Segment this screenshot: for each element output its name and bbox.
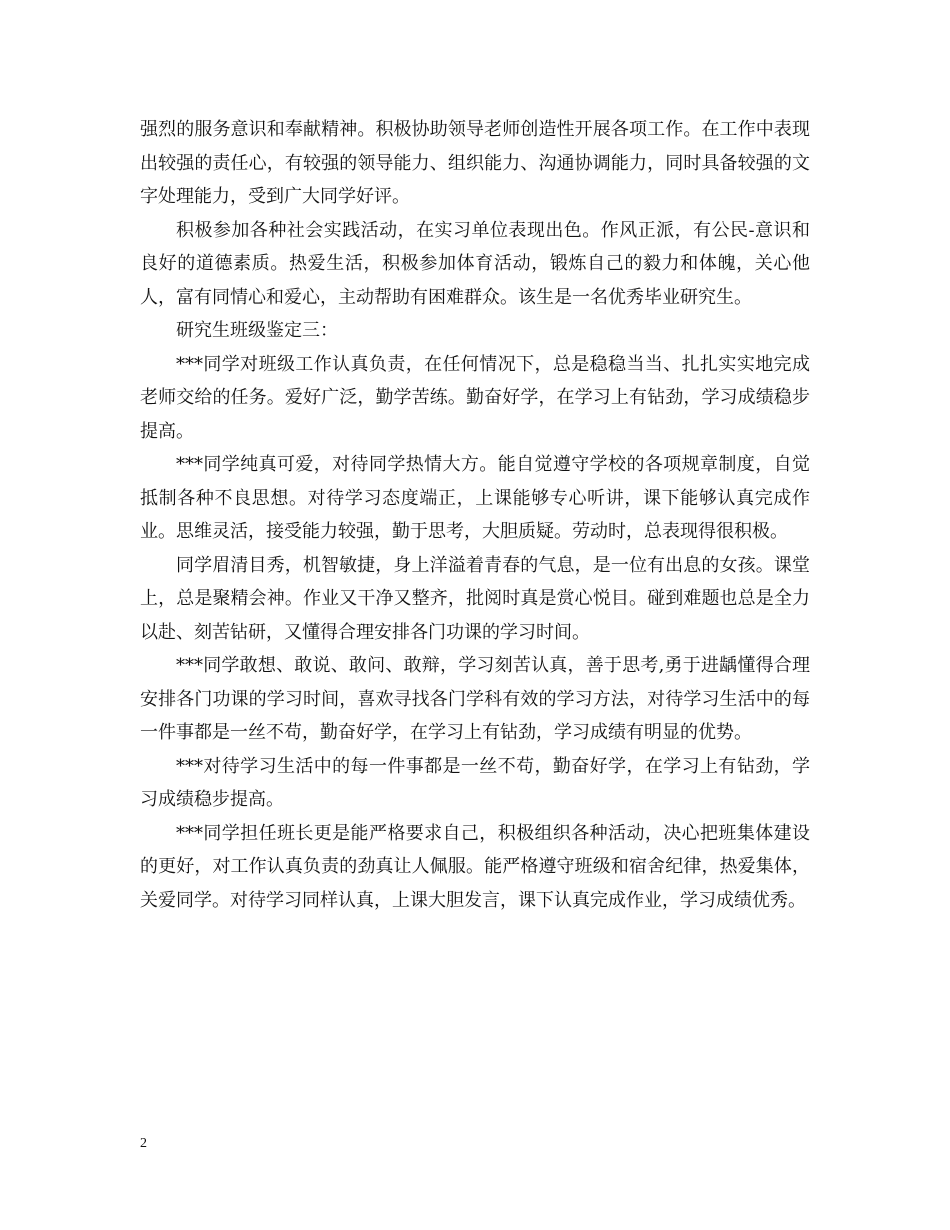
paragraph-7: ***同学敢想、敢说、敢问、敢辩，学习刻苦认真，善于思考,勇于进龋懂得合理安排各门功课的学习时间，喜欢寻找各门学科有效的学习方法，对待学习生活中的每一件事都是一丝不苟，勤奋好学，在学习上有钻劲，学习成绩有明显的优势。 xyxy=(140,655,810,743)
paragraph-2: 积极参加各种社会实践活动，在实习单位表现出色。作风正派，有公民-意识和良好的道德素质。热爱生活，积极参加体育活动，锻炼自己的毅力和体魄，关心他人，富有同情心和爱心，主动帮助有困难群众。该生是一名优秀毕业研究生。 xyxy=(140,219,810,308)
paragraph-6: 同学眉清目秀，机智敏捷，身上洋溢着青春的气息，是一位有出息的女孩。课堂上，总是聚精会神。作业又干净又整齐，批阅时真是赏心悦目。碰到难题也总是全力以赴、刻苦钻研，又懂得合理安排各门功课的学习时间。 xyxy=(140,554,810,643)
paragraph-1: 强烈的服务意识和奉献精神。积极协助领导老师创造性开展各项工作。在工作中表现出较强的责任心，有较强的领导能力、组织能力、沟通协调能力，同时具备较强的文字处理能力，受到广大同学好评。 xyxy=(140,119,810,207)
paragraph-4: ***同学对班级工作认真负责，在任何情况下，总是稳稳当当、扎扎实实地完成老师交给的任务。爱好广泛，勤学苦练。勤奋好学，在学习上有钻劲，学习成绩稳步提高。 xyxy=(140,353,810,442)
paragraph-9: ***同学担任班长更是能严格要求自己，积极组织各种活动，决心把班集体建设的更好，对工作认真负责的劲真让人佩服。能严格遵守班级和宿舍纪律，热爱集体，关爱同学。对待学习同样认真，上课大胆发言，课下认真完成作业，学习成绩优秀。 xyxy=(140,822,810,911)
document-body xyxy=(140,113,810,917)
page-number: 2 xyxy=(140,1136,147,1151)
section-heading: 研究生班级鉴定三： xyxy=(176,320,338,341)
paragraph-8: ***对待学习生活中的每一件事都是一丝不苟，勤奋好学，在学习上有钻劲，学习成绩稳步提高。 xyxy=(140,755,810,810)
paragraph-5: ***同学纯真可爱，对待同学热情大方。能自觉遵守学校的各项规章制度，自觉抵制各种不良思想。对待学习态度端正，上课能够专心听讲，课下能够认真完成作业。思维灵活，接受能力较强，勤于思考，大胆质疑。劳动时，总表现得很积极。 xyxy=(140,454,810,542)
